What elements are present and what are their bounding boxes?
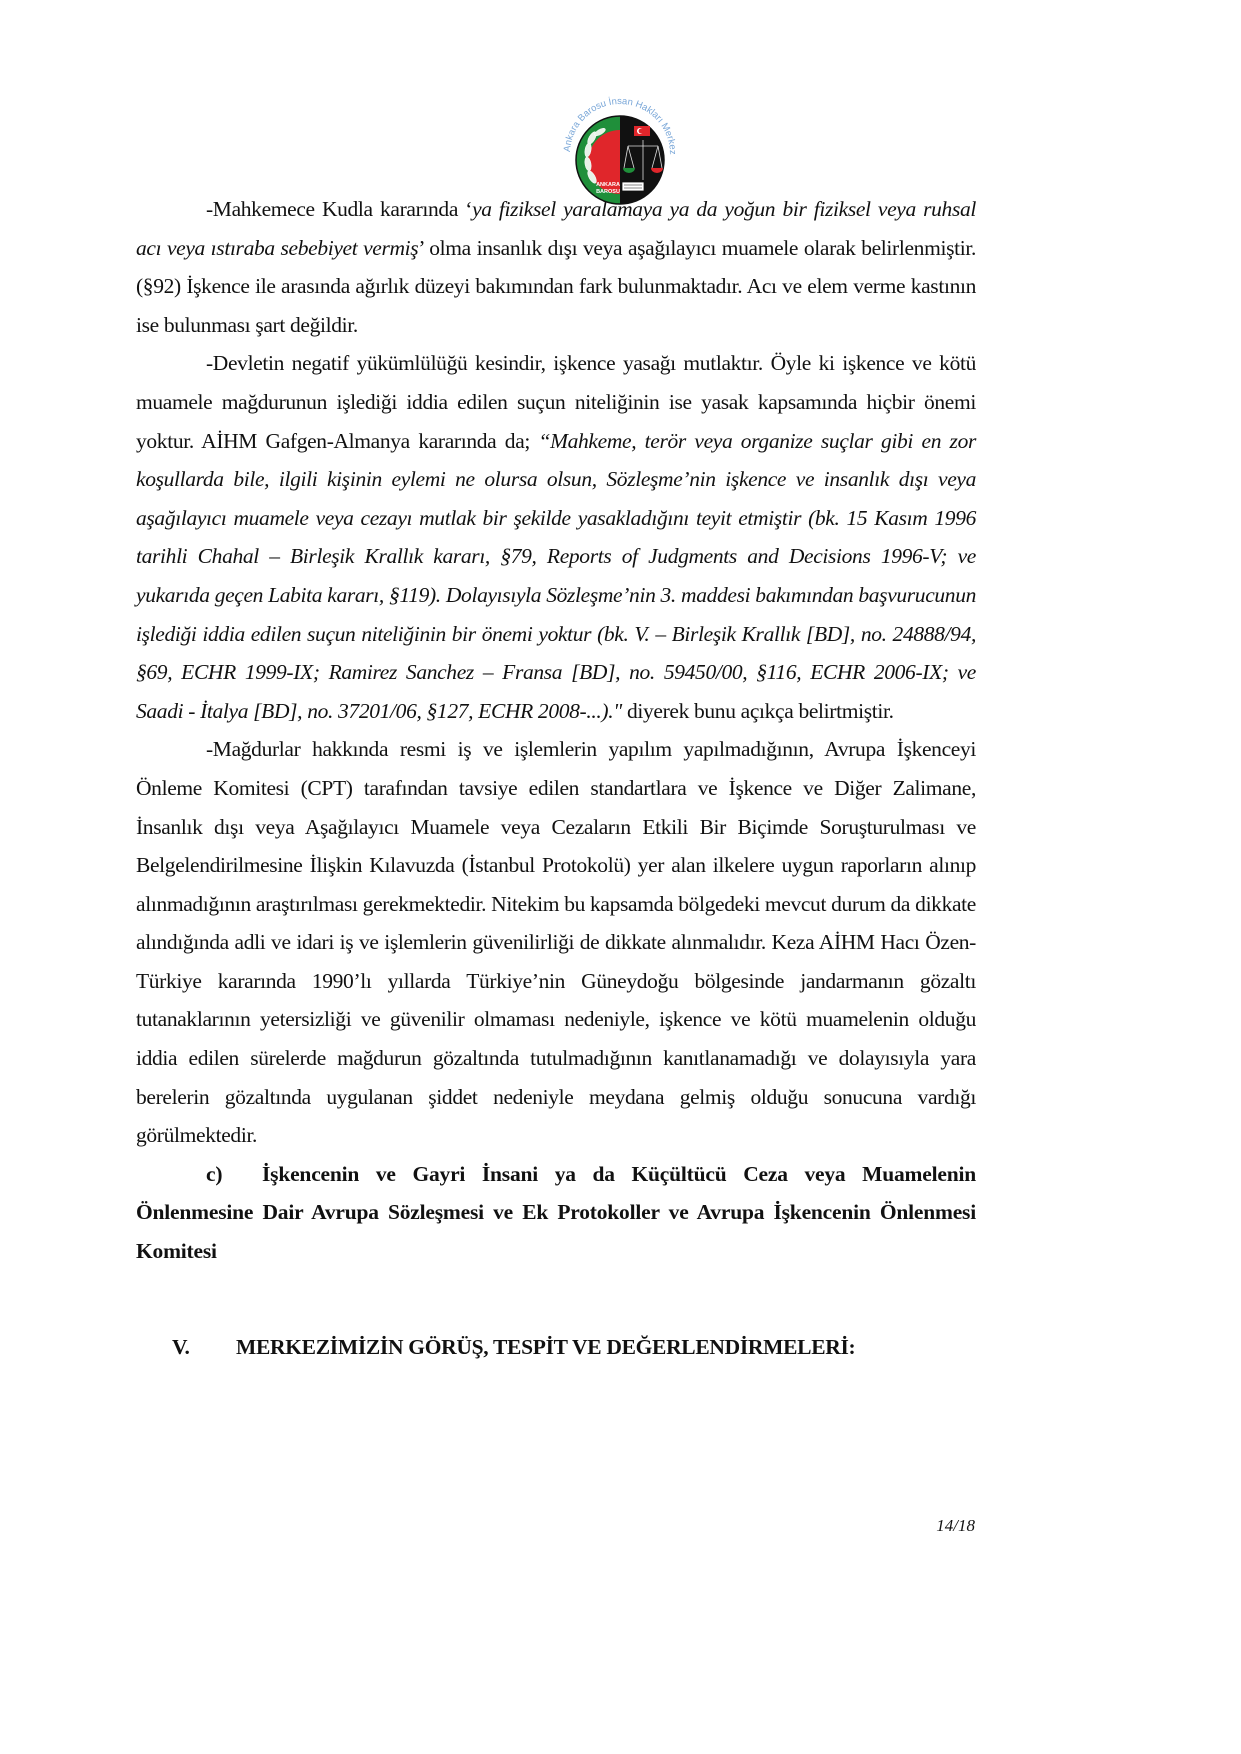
section-title: MERKEZİMİZİN GÖRÜŞ, TESPİT VE DEĞERLENDİRMELERİ: <box>236 1335 856 1359</box>
subsection-marker: c) <box>206 1161 223 1186</box>
paragraph-text: -Mağdurlar hakkında resmi iş ve işlemlerin yapılım yapılmadığının, Avrupa İşkenceyi Önleme Komitesi (CPT) tarafından tavsiye edilen standartlara ve İşkence ve Diğer Zalimane, İnsanlık dışı veya Aşağılayıcı Muamele veya Cezaların Etkili Bir Biçimde Soruşturulması ve Belgelendirilmesine İlişkin Kılavuzda (İstanbul Protokolü) yer alan ilkelere uygun raporların alınıp alınmadığının araştırılması gerekmektedir. Nitekim bu kapsamda bölgedeki mevcut durum da dikkate alındığında adli ve idari iş ve işlemlerin güvenilirliği de dikkate alınmalıdır. Keza AİHM Hacı Özen-Türkiye kararında 1990’lı yıllarda Türkiye’nin Güneydoğu bölgesinde jandarmanın gözaltı tutanaklarının yetersizliği ve güvenilir olmaması nedeniyle, işkence ve kötü muamelenin olduğu iddia edilen sürelerde mağdurun gözaltında tutulmadığının kanıtlanamadığı ve dolayısıyla yara berelerin gözaltında uygulanan şiddet nedeniyle meydana gelmiş olduğu sonucuna vardığı görülmektedir. <box>136 737 976 1148</box>
page-number: 14/18 <box>936 1516 975 1535</box>
paragraph-text: -Devletin negatif yükümlülüğü kesindir, işkence yasağı mutlaktır. Öyle ki işkence ve kötü muamele mağdurunun işlediği iddia edilen suçun niteliğinin ise yasak kapsamında hiçbir önemi yoktur. AİHM Gafgen-Almanya kararında da; <box>136 351 976 453</box>
svg-text:ANKARA: ANKARA <box>596 182 620 188</box>
body-text <box>136 190 976 1271</box>
quoted-text: “Mahkeme, terör veya organize suçlar gibi en zor koşullarda bile, ilgili kişinin eylemi ne olursa olsun, Sözleşme’nin işkence ve insanlık dışı veya aşağılayıcı muamele veya cezayı mutlak bir şekilde yasakladığını teyit etmiştir (bk. 15 Kasım 1996 tarihli Chahal – Birleşik Krallık kararı, §79, Reports of Judgments and Decisions 1996-V; ve yukarıda geçen Labita kararı, §119). Dolayısıyla Sözleşme’nin 3. maddesi bakımından başvurucunun işlediği iddia edilen suçun niteliğinin bir önemi yoktur (bk. V. – Birleşik Krallık [BD], no. 24888/94, §69, ECHR 1999-IX; Ramirez Sanchez – Fransa [BD], no. 59450/00, §116, ECHR 2006-IX; ve Saadi - İtalya [BD], no. 37201/06, §127, ECHR 2008-...)." <box>136 428 976 723</box>
svg-text:BAROSU: BAROSU <box>596 189 620 195</box>
section-number: V. <box>172 1335 190 1359</box>
paragraph-negative-obligation <box>136 344 976 730</box>
paragraph-text: ’ olma insanlık dışı veya aşağılayıcı muamele olarak belirlenmiştir. (§92) İşkence ile arasında ağırlık düzeyi bakımından fark bulunmaktadır. Acı ve elem verme kastının ise bulunması şart değildir. <box>136 235 976 337</box>
quoted-text: ya fiziksel yaralamaya ya da yoğun bir fiziksel veya ruhsal acı veya ıstıraba sebebiyet vermiş <box>136 197 976 260</box>
paragraph-text: diyerek bunu açıkça belirtmiştir. <box>621 698 894 723</box>
flag-icon <box>634 126 650 136</box>
subsection-title: İşkencenin ve Gayri İnsani ya da Küçültücü Ceza veya Muamelenin Önlenmesine Dair Avrupa Sözleşmesi ve Ek Protokoller ve Avrupa İşkencenin Önlenmesi Komitesi <box>136 1161 976 1264</box>
paragraph-kudla <box>136 190 976 344</box>
paragraph-text: -Mahkemece Kudla kararında ‘ <box>206 197 473 221</box>
subsection-heading <box>136 1155 976 1271</box>
paragraph-victims <box>136 730 976 1155</box>
section-heading <box>172 1335 972 1360</box>
logo-arc-text: Ankara Barosu İnsan Hakları Merkez <box>561 95 679 155</box>
